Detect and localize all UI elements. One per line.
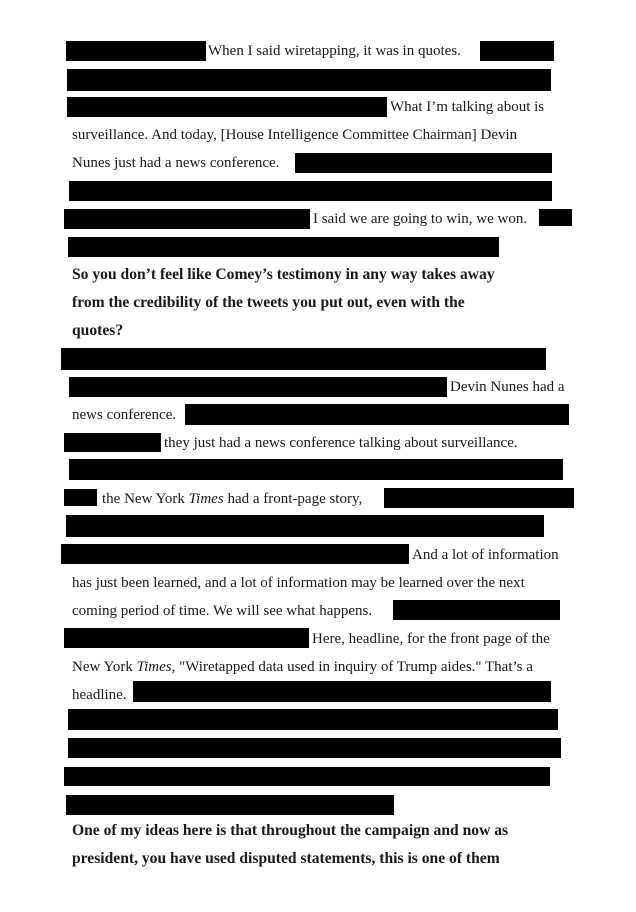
transcript-line [0, 65, 636, 93]
redaction-bar [69, 181, 552, 201]
transcript-line [0, 429, 636, 457]
redaction-bar [539, 209, 572, 226]
transcript-line [0, 681, 636, 709]
redaction-bar [64, 209, 310, 229]
question-text: So you don’t feel like Comey’s testimony in any way takes away [72, 266, 495, 283]
question-line [0, 289, 636, 317]
redaction-bar [384, 488, 574, 508]
answer-text: Devin Nunes had a [450, 379, 565, 395]
transcript-line [0, 345, 636, 373]
answer-text: surveillance. And today, [House Intelligence Committee Chairman] Devin [72, 127, 518, 143]
transcript-line [0, 93, 636, 121]
transcript-line [0, 37, 636, 65]
redaction-bar [69, 377, 447, 397]
transcript-line [0, 765, 636, 793]
redaction-bar [393, 600, 560, 620]
redaction-bar [69, 459, 563, 480]
redaction-bar [61, 348, 546, 370]
transcript-line [0, 149, 636, 177]
transcript-line [0, 485, 636, 513]
redaction-bar [295, 153, 552, 173]
transcript-line [0, 653, 636, 681]
redaction-bar [66, 795, 394, 815]
transcript-line [0, 513, 636, 541]
redaction-bar [68, 237, 499, 257]
transcript-line [0, 709, 636, 737]
redaction-bar [64, 767, 550, 786]
answer-text: When I said wiretapping, it was in quotes. [208, 43, 461, 59]
redaction-bar [64, 433, 161, 452]
question-line [0, 845, 636, 873]
answer-text: they just had a news conference talking about surveillance. [164, 435, 518, 451]
question-text: president, you have used disputed statements, this is one of them [72, 850, 500, 867]
answer-text: Nunes just had a news conference. [72, 155, 280, 171]
answer-text: And a lot of information [412, 547, 559, 563]
transcript-line [0, 177, 636, 205]
transcript-line [0, 541, 636, 569]
question-line [0, 317, 636, 345]
question-text: from the credibility of the tweets you put out, even with the [72, 294, 465, 311]
transcript-line [0, 569, 636, 597]
redaction-bar [480, 41, 554, 61]
redaction-bar [64, 628, 309, 648]
transcript-line [0, 121, 636, 149]
redaction-bar [61, 544, 409, 564]
transcript-line [0, 625, 636, 653]
answer-text: I said we are going to win, we won. [313, 211, 528, 227]
answer-text: coming period of time. We will see what happens. [72, 603, 373, 619]
redaction-bar [67, 69, 551, 91]
redaction-bar [185, 404, 569, 425]
question-text: quotes? [72, 322, 124, 339]
redaction-bar [67, 97, 387, 117]
redaction-bar [66, 515, 544, 537]
transcript-line [0, 457, 636, 485]
transcript-line [0, 597, 636, 625]
question-line [0, 261, 636, 289]
redaction-bar [68, 709, 558, 730]
answer-text: New York Times, "Wiretapped data used in inquiry of Trump aides." That’s a [72, 659, 533, 675]
redaction-bar [64, 489, 97, 506]
redaction-bar [66, 41, 206, 61]
question-line [0, 817, 636, 845]
answer-text: the New York Times had a front-page story, [102, 491, 363, 507]
answer-text: has just been learned, and a lot of information may be learned over the next [72, 575, 525, 591]
answer-text: news conference. [72, 407, 177, 423]
transcript-line [0, 205, 636, 233]
question-text: One of my ideas here is that throughout the campaign and now as [72, 822, 509, 839]
redaction-bar [68, 738, 561, 758]
answer-text: What I’m talking about is [390, 99, 545, 115]
transcript-line [0, 373, 636, 401]
answer-text: Here, headline, for the front page of the [312, 631, 550, 647]
transcript-line [0, 737, 636, 765]
transcript-line [0, 401, 636, 429]
answer-text: headline. [72, 687, 127, 703]
redaction-bar [133, 681, 551, 702]
transcript-line [0, 233, 636, 261]
